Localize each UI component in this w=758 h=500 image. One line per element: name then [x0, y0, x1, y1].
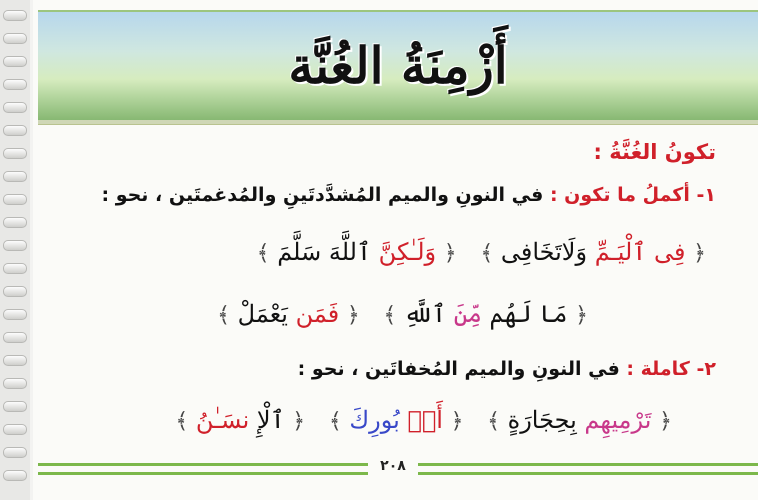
highlighted-word: تَرْمِيهِم	[584, 406, 652, 434]
ornament-close-icon: ﴾	[217, 303, 230, 328]
example-row	[241, 238, 706, 266]
binding-ring	[3, 125, 27, 136]
binding-ring	[3, 332, 27, 343]
binding-ring	[3, 10, 27, 21]
binding-ring	[3, 263, 27, 274]
example-text: ٱللَّهَ سَلَّمَ	[277, 238, 372, 266]
ornament-close-icon: ﴾	[256, 241, 270, 266]
spiral-binding	[0, 0, 30, 500]
example-text: ٱللَّهِ	[403, 300, 447, 328]
item-key: أكملُ ما تكون :	[549, 184, 690, 206]
binding-ring	[3, 240, 27, 251]
quran-example	[257, 238, 457, 266]
item-text: في النونِ والميم المُشدَّدتَينِ والمُدغمتَين ، نحو :	[101, 184, 544, 206]
quran-example	[376, 300, 588, 328]
ornament-close-icon: ﴾	[487, 409, 500, 434]
binding-ring	[3, 309, 27, 320]
highlighted-word: نسَـٰنُ	[195, 406, 250, 434]
section-heading: تكونُ الغُنَّةُ :	[593, 140, 716, 164]
highlighted-word: فِى ٱلْيَـمِّ	[594, 238, 686, 266]
ornament-open-icon: ﴿	[575, 303, 588, 328]
example-text: مَا لَهُم	[489, 300, 568, 328]
binding-ring	[3, 194, 27, 205]
ornament-close-icon: ﴾	[480, 241, 494, 266]
highlighted-word: وَلَـٰكِنَّ	[378, 238, 437, 266]
ornament-open-icon: ﴿	[292, 409, 306, 434]
binding-ring	[3, 148, 27, 159]
quran-example	[473, 238, 706, 266]
binding-ring	[3, 447, 27, 458]
binding-ring	[3, 470, 27, 481]
example-text: يَعْمَلْ	[237, 300, 288, 328]
ornament-open-icon: ﴿	[450, 409, 464, 434]
ornament-close-icon: ﴾	[175, 409, 189, 434]
page-number: ٢٠٨	[368, 458, 418, 476]
example-row	[159, 406, 672, 434]
quran-example	[175, 406, 305, 434]
item-text: في النونِ والميم المُخفاتَين ، نحو :	[297, 358, 620, 380]
ornament-open-icon: ﴿	[443, 241, 457, 266]
binding-ring	[3, 102, 27, 113]
ornament-close-icon: ﴾	[383, 303, 397, 328]
item-key: كاملة :	[626, 358, 690, 380]
example-text: بِحِجَارَةٍ	[507, 406, 577, 434]
binding-ring	[3, 79, 27, 90]
highlighted-word: مِّنَ	[453, 300, 482, 328]
ornament-open-icon: ﴿	[346, 303, 360, 328]
rule-item-1	[101, 184, 716, 206]
binding-ring	[3, 424, 27, 435]
binding-ring	[3, 286, 27, 297]
item-number: ٢-	[696, 358, 716, 380]
banner-divider	[38, 120, 758, 125]
binding-ring	[3, 355, 27, 366]
example-text: وَلَاتَخَافِى	[500, 238, 588, 266]
binding-ring	[3, 401, 27, 412]
quran-example	[321, 406, 463, 434]
highlighted-word: بُورِكَ	[349, 406, 400, 434]
highlighted-word: أَنۢ	[407, 406, 443, 434]
item-number: ١-	[696, 184, 716, 206]
example-text: ٱلْإِ	[256, 406, 285, 434]
ornament-open-icon: ﴿	[659, 409, 672, 434]
binding-ring	[3, 378, 27, 389]
highlighted-word: فَمَن	[295, 300, 340, 328]
binding-ring	[3, 33, 27, 44]
quran-example	[479, 406, 672, 434]
ornament-close-icon: ﴾	[328, 409, 342, 434]
binding-ring	[3, 56, 27, 67]
quran-example	[217, 300, 360, 328]
binding-ring	[3, 217, 27, 228]
binding-ring	[3, 171, 27, 182]
page-title: أَزْمِنَةُ الغُنَّة	[288, 36, 508, 95]
example-row	[201, 300, 588, 328]
rule-item-2	[298, 358, 716, 380]
ornament-open-icon: ﴿	[693, 241, 706, 266]
